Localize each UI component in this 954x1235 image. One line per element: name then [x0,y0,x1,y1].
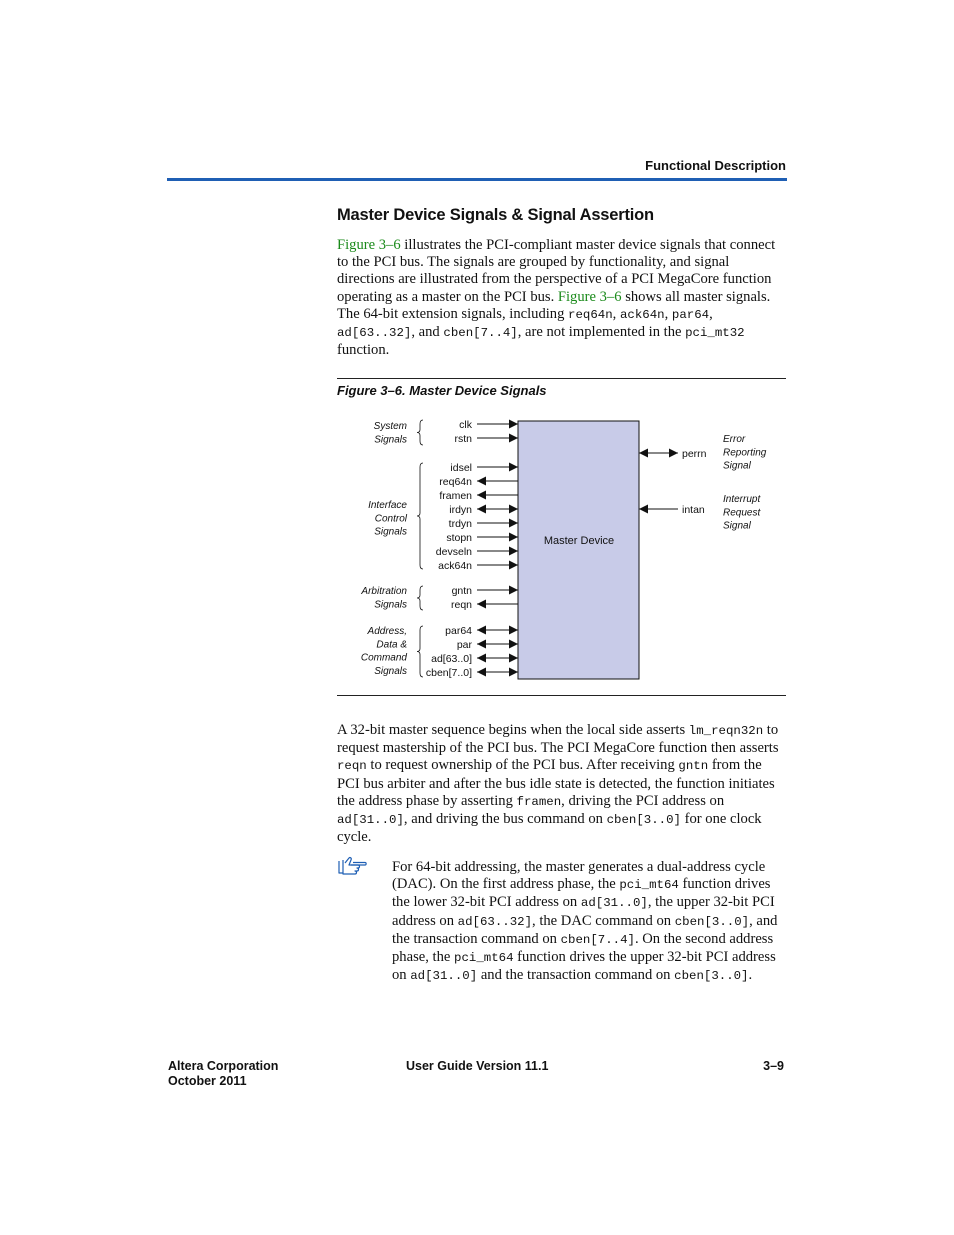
footer-page: 3–9 [763,1059,784,1073]
group-label: Address, [367,626,407,637]
signal-label-reqn: reqn [450,599,472,611]
note-paragraph [392,859,787,985]
sequence-paragraph [337,722,787,846]
text-run: to request ownership of the PCI bus. After receiving [366,757,679,774]
signal-arrow-rstn-arrowhead-right [509,434,518,443]
text-run: function. [337,342,390,359]
code-run: ad[31..0] [337,813,404,828]
signal-arrow-par64-arrowhead-left [477,626,486,635]
signal-arrow-ad630-arrowhead-right [509,654,518,663]
code-run: cben[7..4] [443,326,518,341]
group-label: Error [723,434,746,445]
group-bracket [417,626,423,677]
text-run: , and the transaction command on [392,912,778,947]
figure-top-rule [337,378,786,379]
figure-bottom-rule [337,695,786,696]
text-run: . [748,967,753,984]
text-run: , driving the PCI address on [561,792,725,809]
text-run: , and driving the bus command on [403,811,607,828]
footer-date: October 2011 [168,1074,247,1088]
running-header: Functional Description [645,158,786,173]
text-run: function drives the lower 32-bit PCI address on [392,876,771,911]
master-device-label: Master Device [543,535,615,547]
figure-title: Figure 3–6. Master Device Signals [337,383,547,398]
group-label: Interface [368,500,407,511]
signal-label-rstn: rstn [454,433,472,445]
group-label: Arbitration [361,586,407,597]
code-run: cben[3..0] [674,969,749,984]
signal-label-devseln: devseln [435,546,472,558]
signal-label-ad630: ad[63..0] [431,653,472,665]
signal-label-par: par [456,639,472,651]
signal-label-ack64n: ack64n [438,560,472,572]
group-bracket [417,463,423,569]
group-label: Request [723,507,761,519]
code-run: pci_mt64 [619,878,679,893]
signal-arrow-gntn-arrowhead-right [509,586,518,595]
text-run: , and [411,324,444,341]
signal-label-par64: par64 [445,625,472,637]
group-label: Signals [374,434,407,446]
text-run: , the DAC command on [532,912,675,929]
signal-label-perrn: perrn [682,448,707,460]
group-label: System [373,421,407,432]
code-run: ad[31..0] [410,969,478,984]
group-bracket [417,586,423,610]
signal-arrow-idsel-arrowhead-right [509,463,518,472]
signal-arrow-ack64n-arrowhead-right [509,561,518,570]
text-run: , [612,305,620,322]
section-title: Master Device Signals & Signal Assertion [337,206,654,224]
signal-label-irdyn: irdyn [449,504,472,516]
footer-left [168,1059,278,1089]
figure-link[interactable]: Figure 3–6 [337,237,401,253]
group-label: Signal [723,520,751,532]
text-run: to request mastership of the PCI bus. The PCI MegaCore function then asserts [337,722,779,757]
group-label: Data & [376,639,407,651]
group-label: Signals [374,599,407,611]
signal-arrow-reqn-arrowhead-left [477,600,486,609]
signal-label-clk: clk [459,419,472,431]
group-label: Reporting [723,447,767,459]
group-label: Signals [374,665,407,677]
footer-company: Altera Corporation [168,1059,279,1073]
signal-arrow-par-arrowhead-right [509,640,518,649]
signal-arrow-cben70-arrowhead-left [477,668,486,677]
signal-arrow-req64n-arrowhead-left [477,477,486,486]
text-run: function drives the upper 32-bit PCI address on [392,949,776,984]
text-run: For 64-bit addressing, the master generates a dual-address cycle (DAC). On the first address phase, the [392,859,766,893]
footer-guide: User Guide Version 11.1 [406,1059,549,1073]
code-run: ad[63..32] [457,914,533,929]
signal-label-intan: intan [682,504,705,516]
signal-label-trdyn: trdyn [448,518,472,530]
signal-arrow-perrn-arrowhead-left [639,449,648,458]
signal-arrow-irdyn-arrowhead-left [477,505,486,514]
signal-arrow-perrn-arrowhead-right [669,449,678,458]
text-run: A 32-bit master sequence begins when the local side asserts [337,722,689,738]
code-run: ad[63..32] [337,326,412,341]
code-run: req64n [568,307,613,322]
intro-paragraph [337,237,787,359]
group-label: Command [360,652,407,664]
signal-arrow-devseln-arrowhead-right [509,547,518,556]
code-run: lm_reqn32n [688,724,764,738]
signal-arrow-cben70-arrowhead-right [509,668,518,677]
code-run: cben[3..0] [606,813,681,828]
text-run: , are not implemented in the [517,324,686,341]
text-run: illustrates the PCI-compliant master device signals that connect to the PCI bus. The signals are grouped by functionality, and signal directions are illustrated from the perspective of a PCI MegaCore function operating as a master on the PCI bus. [337,237,776,305]
signal-label-idsel: idsel [450,462,472,474]
signal-arrow-par-arrowhead-left [477,640,486,649]
code-run: cben[7..4] [560,932,635,947]
code-run: framen [516,794,562,809]
text-run: and the transaction command on [477,967,675,984]
group-label: Interrupt [723,494,761,505]
pointing-hand-icon [337,856,367,876]
signal-arrow-stopn-arrowhead-right [509,533,518,542]
signal-arrow-framen-arrowhead-left [477,491,486,500]
group-label: Control [374,513,407,525]
text-run: from the PCI bus arbiter and after the bus idle state is detected, the function initiates the address phase by asserting [337,757,775,809]
signal-arrow-trdyn-arrowhead-right [509,519,518,528]
text-run: , [664,305,672,322]
code-run: par64 [671,307,710,322]
group-label: Signal [723,460,751,472]
code-run: reqn [337,759,367,774]
signal-label-req64n: req64n [439,476,472,488]
signal-arrow-intan-arrowhead-left [639,505,648,514]
header-rule [167,178,787,181]
signal-label-gntn: gntn [451,585,472,597]
signal-arrow-par64-arrowhead-right [509,626,518,635]
text-run: . On the second address phase, the [392,930,774,966]
text-run: , the upper 32-bit PCI address on [392,894,775,929]
signal-arrow-irdyn-arrowhead-right [509,505,518,514]
group-bracket [417,420,423,445]
text-run: shows all master signals. The 64-bit extension signals, including [337,288,771,322]
signal-arrow-ad630-arrowhead-left [477,654,486,663]
text-run: for one clock cycle. [337,811,762,846]
code-run: ack64n [619,307,665,322]
text-run: , [709,305,713,322]
group-label: Signals [374,526,407,538]
signal-label-framen: framen [439,490,472,502]
figure-link[interactable]: Figure 3–6 [557,288,622,305]
code-run: pci_mt64 [454,951,514,966]
code-run: gntn [678,759,709,774]
code-run: ad[31..0] [580,896,648,911]
code-run: cben[3..0] [674,914,750,929]
master-device-box [518,421,639,679]
master-device-diagram [337,410,786,692]
signal-label-cben70: cben[7..0] [425,667,472,679]
signal-arrow-clk-arrowhead-right [509,420,518,429]
signal-label-stopn: stopn [446,532,472,544]
code-run: pci_mt32 [685,326,745,341]
